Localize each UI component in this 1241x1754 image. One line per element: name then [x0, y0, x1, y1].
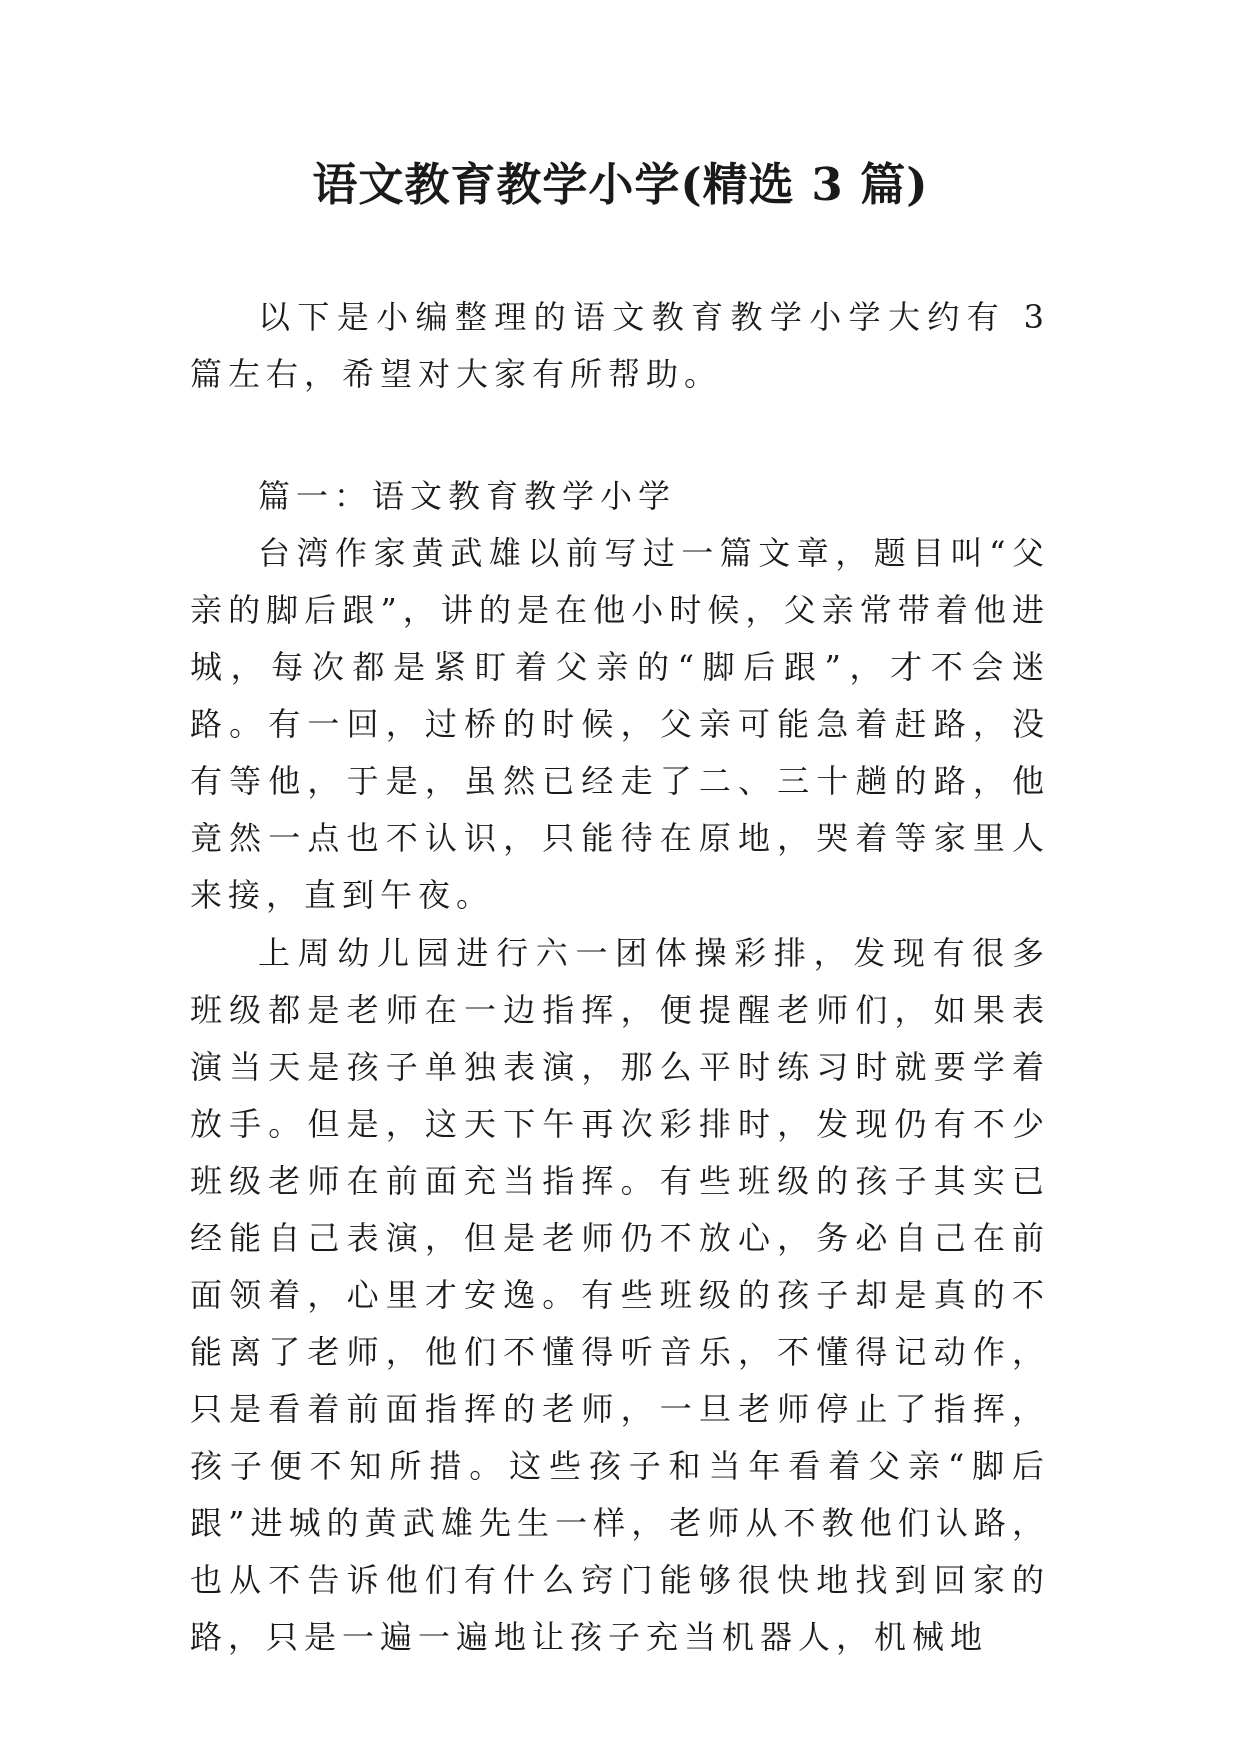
- body-paragraph: 上周幼儿园进行六一团体操彩排，发现有很多班级都是老师在一边指挥，便提醒老师们，如果表演当天是孩子单独表演，那么平时练习时就要学着放手。但是，这天下午再次彩排时，发现仍有不少班级老师在前面充当指挥。有些班级的孩子其实已经能自己表演，但是老师仍不放心，务必自己在前面领着，心里才安逸。有些班级的孩子却是真的不能离了老师，他们不懂得听音乐，不懂得记动作，只是看着前面指挥的老师，一旦老师停止了指挥，孩子便不知所措。这些孩子和当年看着父亲“脚后跟”进城的黄武雄先生一样，老师从不教他们认路，也从不告诉他们有什么窍门能够很快地找到回家的路，只是一遍一遍地让孩子充当机器人，机械地: [190, 934, 1050, 1656]
- section-heading: 篇一：语文教育教学小学: [258, 477, 677, 515]
- body-paragraph: 台湾作家黄武雄以前写过一篇文章，题目叫“父亲的脚后跟”，讲的是在他小时候，父亲常带着他进城，每次都是紧盯着父亲的“脚后跟”，才不会迷路。有一回，过桥的时候，父亲可能急着赶路，没有等他，于是，虽然已经走了二、三十趟的路，他竟然一点也不认识，只能待在原地，哭着等家里人来接，直到午夜。: [190, 534, 1050, 914]
- document-title: 语文教育教学小学(精选 3 篇): [312, 158, 929, 211]
- intro-paragraph: 以下是小编整理的语文教育教学小学大约有 3 篇左右，希望对大家有所帮助。: [190, 298, 1050, 393]
